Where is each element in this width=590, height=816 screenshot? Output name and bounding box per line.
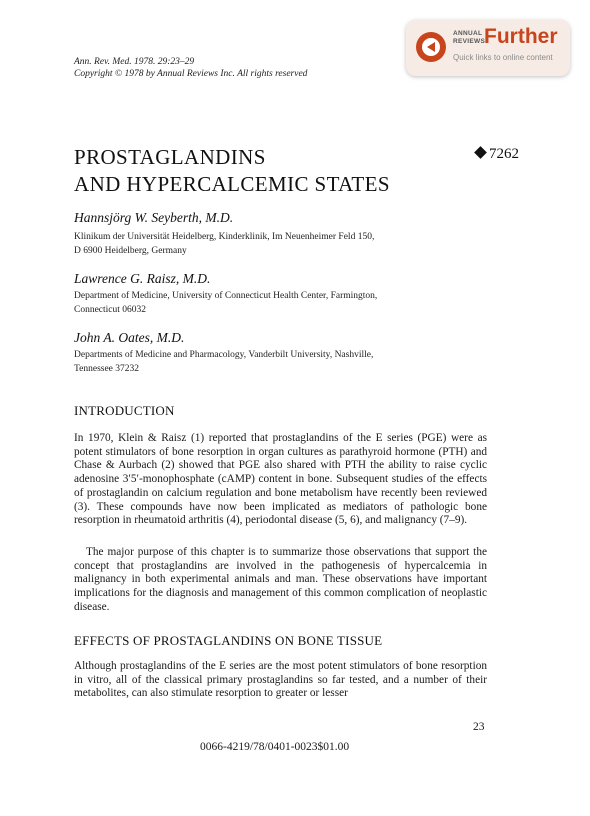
affiliation-line: Connecticut 06032 <box>74 304 147 315</box>
affiliation-line: Departments of Medicine and Pharmacology, Vanderbilt University, Nashville, <box>74 350 374 360</box>
body-paragraph: In 1970, Klein & Raisz (1) reported that prostaglandins of the E series (PGE) were as potent stimulators of bone resorption in organ cultures as parathyroid hormone (PTH) and Chase & Aurbach (2) showed that PGE also shared with PTH the ability to raise cyclic adenosine 3′5′-monophosphate (cAMP) content in bone. Subsequent studies of the effects of prostaglandin on calcium regulation and bone metabolism have recently been reviewed (3). These compounds have now been implicated as mediators of pathologic bone resorption in rheumatoid arthritis (4), periodontal disease (5, 6), and malignancy (7–9). <box>74 432 487 527</box>
author-name: Lawrence G. Raisz, M.D. <box>74 271 211 286</box>
author-name: John A. Oates, M.D. <box>74 330 185 345</box>
affiliation-line: D 6900 Heidelberg, Germany <box>74 245 187 256</box>
further-label: Further <box>484 25 558 48</box>
catalog-number <box>476 146 519 163</box>
affiliation-line: Department of Medicine, University of Connecticut Health Center, Farmington, <box>74 291 378 301</box>
paragraph-text: The major purpose of this chapter is to summarize those observations that support the concept that prostaglandins are involved in the pathogenesis of hypercalcemia in malignancy in both experimental animals and man. These observations have important implications for the diagnosis and management of this common complication of neoplastic disease. <box>74 546 487 613</box>
journal-citation <box>74 57 307 80</box>
author-affiliation <box>74 231 374 258</box>
annual-reviews-logo-icon <box>416 32 446 62</box>
page-number: 23 <box>473 721 485 733</box>
author-name: Hannsjörg W. Seyberth, M.D. <box>74 210 234 225</box>
citation-line-1: Ann. Rev. Med. 1978. 29:23–29 <box>74 57 195 67</box>
body-paragraph: Although prostaglandins of the E series are the most potent stimulators of bone resorption in vitro, all of the classical primary prostaglandins so far tested, and a number of their metabolites, can also stimulate resorption to greater or lesser <box>74 660 487 700</box>
author-affiliation <box>74 349 373 376</box>
further-links-badge[interactable] <box>406 20 570 76</box>
affiliation-line: Klinikum der Universität Heidelberg, Kinderklinik, Im Neuenheimer Feld 150, <box>74 232 375 242</box>
title-line-2: AND HYPERCALCEMIC STATES <box>74 172 390 196</box>
reviews-label: REVIEWS <box>453 37 486 45</box>
citation-line-2: Copyright © 1978 by Annual Reviews Inc. All rights reserved <box>74 68 308 79</box>
article-title <box>74 144 390 198</box>
catalog-number-text: 7262 <box>489 146 519 162</box>
article-code: 0066-4219/78/0401-0023$01.00 <box>200 741 350 753</box>
affiliation-line: Tennessee 37232 <box>74 363 140 374</box>
diamond-icon <box>474 146 487 159</box>
section-heading-introduction: INTRODUCTION <box>74 403 175 418</box>
author-affiliation <box>74 290 377 317</box>
annual-reviews-wordmark <box>453 30 485 45</box>
annual-label: ANNUAL <box>453 30 483 37</box>
title-line-1: PROSTAGLANDINS <box>74 145 266 169</box>
further-tagline: Quick links to online content <box>453 53 553 62</box>
body-paragraph <box>74 546 487 615</box>
section-heading-effects: EFFECTS OF PROSTAGLANDINS ON BONE TISSUE <box>74 633 383 648</box>
